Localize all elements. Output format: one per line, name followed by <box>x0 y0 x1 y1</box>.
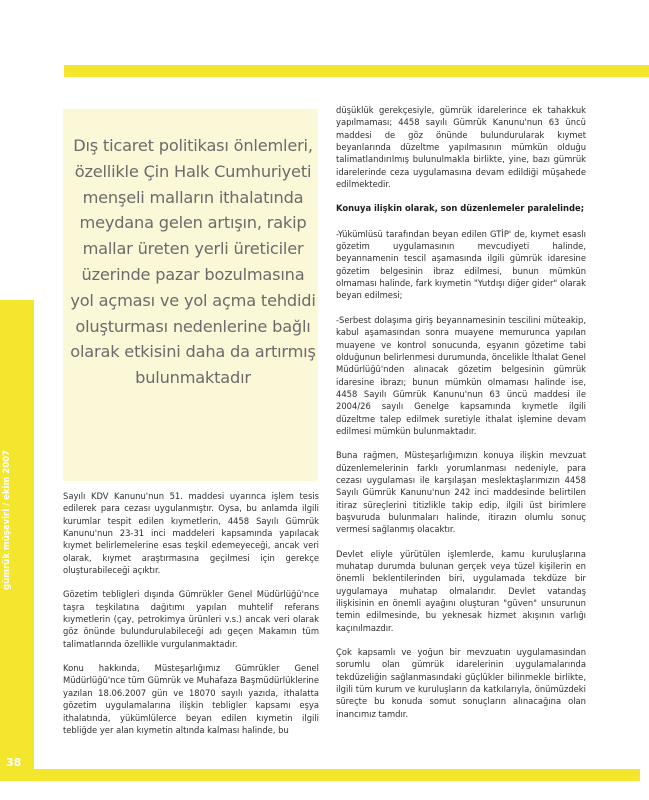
top-accent-bar <box>64 65 649 77</box>
right-column <box>336 104 586 732</box>
paragraph: Çok kapsamlı ve yoğun bir mevzuatın uygulamasından sorumlu olan gümrük idarelerinin uygulamalarında tekdüzeliğin sağlanmasındaki güçlükler bilinmekle birlikte, ilgili tüm kurum ve kuruluşların da katkılarıyla, önümüzdeki süreçte bu konuda somut sonuçların alınacağına olan inancımız tamdır. <box>336 647 586 719</box>
paragraph: Sayılı KDV Kanunu'nun 51. maddesi uyarınca işlem tesis edilerek para cezası uygulanmıştır. Oysa, bu anlamda ilgili kurumlar tespit edilen kıymetlerin, 4458 Sayılı Gümrük Kanunu'nun 23-31 inci maddeleri kapsamında yapılacak kıymet belirlemelerine esas teşkil edemeyeceği, ancak veri olarak, kıymet araştırmasına geçilmesi için gerekçe oluşturabileceği açıktır. <box>63 491 319 576</box>
page-number: 38 <box>6 756 22 769</box>
paragraph: Buna rağmen, Müsteşarlığımızın konuya ilişkin mevzuat düzenlemelerinin farklı yorumlanması nedeniyle, para cezası uygulaması ile karşılaşan meslektaşlarımızın 4458 Sayılı Gümrük Kanunu'nun 242 inci maddesinde belirtilen itiraz süreçlerini titizlikle takip edip, ilgili üst birimlere başvuruda bulunmaları halinde, itirazın olumlu sonuç vermesi sağlanmış olacaktır. <box>336 450 586 535</box>
section-heading: Konuya ilişkin olarak, son düzenlemeler paralelinde; <box>336 203 585 214</box>
paragraph: Konu hakkında, Müsteşarlığımız Gümrükler Genel Müdürlüğü'nce tüm Gümrük ve Muhafaza Başmüdürlüklerine yazılan 18.06.2007 gün ve 18070 sayılı yazıda, ithalatta gözetim uygulamalarına ilişkin tebligler kapsamı eşya ithalatında, yükümlülerce beyan edilen kıymetin ilgili tebliğde yer alan kıymetin altında kalması halinde, bu <box>63 663 319 735</box>
bottom-accent-bar <box>32 769 640 781</box>
left-column <box>63 490 319 748</box>
pull-quote-text: Dış ticaret politikası önlemleri, özellikle Çin Halk Cumhuriyeti menşeli malların ithalatında meydana gelen artışın, rakip mallar üreten yerli üreticiler üzerinde pazar bozulmasına yol açması ve yol açma tehdidi oluşturması nedenlerine bağlı olarak etkisini daha da artırmış bulunmaktadır <box>70 136 316 388</box>
paragraph: -Yükümlüsü tarafından beyan edilen GTİP' de, kıymet esaslı gözetim uygulamasının mevcudiyeti halinde, beyannamenin tescil aşamasında ilgili gümrük idaresine gözetim belgesinin ibraz edilmesi, bunun mümkün olmaması halinde, fark kıymetin "Yutdışı diğer gider" olarak beyan edilmesi; <box>336 228 586 301</box>
paragraph: düşüklük gerekçesiyle, gümrük idarelerince ek tahakkuk yapılmaması; 4458 sayılı Gümrük Kanunu'nun 63 üncü maddesi de göz önünde bulundurularak kıymet beyanlarında düzeltme yapılmasının mümkün olduğu talimatlandırılmış bulunulmakla birlikte, yine, bazı gümrük idarelerinde ceza uygulamasına devam edildiği müşahede edilmektedir. <box>336 105 586 190</box>
paragraph: Gözetim tebligleri dışında Gümrükler Genel Müdürlüğü'nce taşra teşkilatına dağıtımı yapılan muhtelif referans kıymetlerin (çay, petrokimya ürünleri v.s.) ancak veri olarak göz önünde bulundurulabileceği adı geçen Makamın tüm talimatlarında özellikle vurgulanmaktadır. <box>63 589 319 649</box>
magazine-issue-label: gümrük müşaviri / ekim 2007 <box>2 450 12 590</box>
paragraph: -Serbest dolaşıma giriş beyannamesinin tescilini müteakip, kabul aşamasından sonra muayene memurunca yapılan muayene ve kontrol sonucunda, eşyanın gözetime tabi olduğunun belirlenmesi durumunda, öncelikle İthalat Genel Müdürlüğü'nden alınacak gözetim belgesinin gümrük idaresine ibrazı; bunun mümkün olmaması halinde ise, 4458 Sayılı Gümrük Kanunu'nun 63 üncü maddesi ile 2004/26 sayılı Genelge kapsamında kıymetle ilgili düzeltme talep edilmek suretiyle ithalat işlemine devam edilmesi mümkün bulunmaktadır. <box>336 314 586 436</box>
paragraph: Devlet eliyle yürütülen işlemlerde, kamu kuruluşlarına muhatap durumda bulunan gerçek veya tüzel kişilerin en önemli beklentilerinden biri, uygulamada tekdüze bir uygulamaya muhatap olmalarıdır. Devlet vatandaş ilişkisinin en önemli ayağını oluşturan "güven" unsurunun temin edilmesinde, bu yeknesak hizmet akışının varlığı kaçınılmazdır. <box>336 548 586 633</box>
